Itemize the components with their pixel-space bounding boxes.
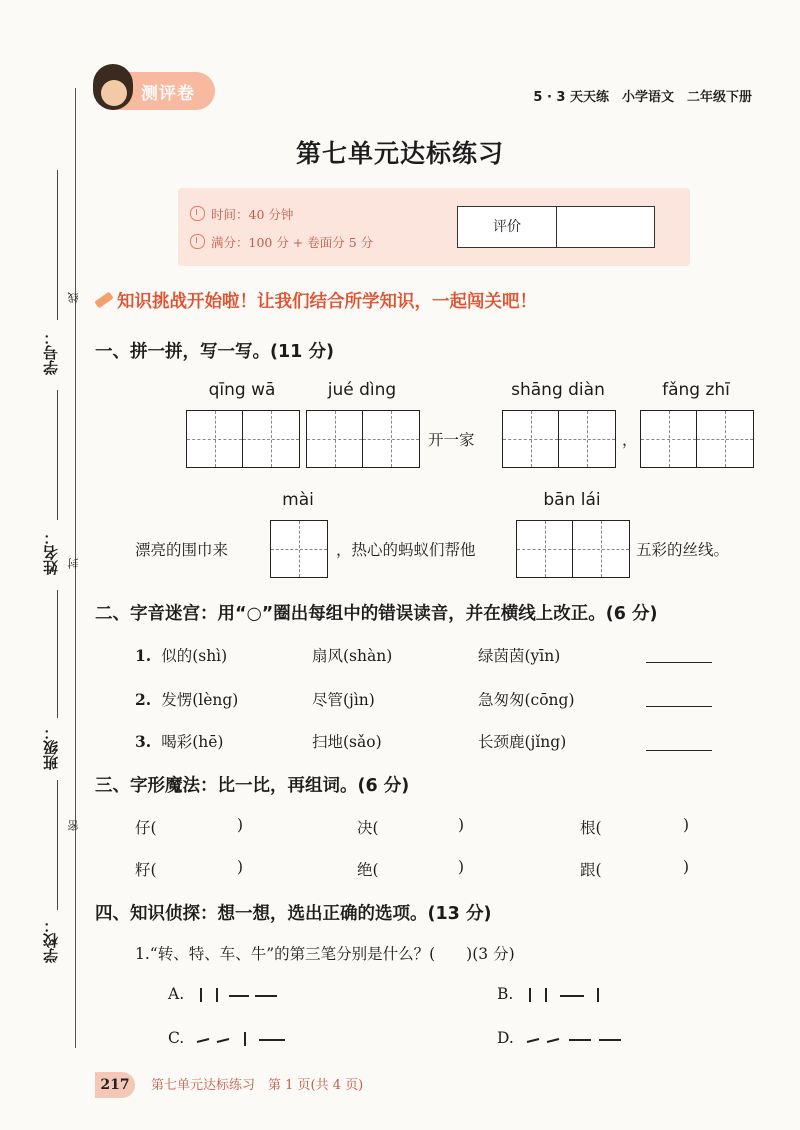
number-blank-line <box>57 170 58 320</box>
answer-line[interactable] <box>646 662 712 663</box>
reading-item[interactable]: 扇风(shàn) <box>312 647 393 665</box>
score-text: 满分：100 分 + 卷面分 5 分 <box>211 235 374 250</box>
char-gen: 根( <box>580 819 602 837</box>
pencil-icon <box>94 292 113 309</box>
exam-info-box <box>178 188 690 266</box>
option-c[interactable] <box>168 1029 291 1047</box>
page-footer <box>95 1072 363 1098</box>
stroke-sequence-icon <box>525 1031 625 1047</box>
option-label: A. <box>168 985 185 1003</box>
row-number: 3. <box>135 732 152 751</box>
answer-line[interactable] <box>646 750 712 751</box>
side-label-number: 学号： <box>42 330 60 375</box>
reading-item[interactable]: 喝彩(hē) <box>161 733 224 751</box>
row-2 <box>135 688 238 710</box>
text-piaoliang: 漂亮的围巾来 <box>135 541 229 559</box>
pinyin-banlai: bān lái <box>543 490 601 510</box>
stroke-sequence-icon <box>524 987 614 1003</box>
reading-item[interactable]: 发愣(lèng) <box>161 691 239 709</box>
intro-text: 知识挑战开始啦！让我们结合所学知识，一起闯关吧！ <box>117 292 537 312</box>
paren-close: ) <box>683 858 690 876</box>
footer-text: 第七单元达标练习 第 1 页(共 4 页) <box>151 1078 364 1093</box>
clock-icon <box>190 206 205 221</box>
row-number: 1. <box>135 646 152 665</box>
row-3 <box>135 730 223 752</box>
reading-item[interactable]: 扫地(sǎo) <box>312 733 382 751</box>
pinyin-fangzhi: fǎng zhī <box>662 380 730 400</box>
side-label-class: 班级： <box>42 725 60 770</box>
side-label-name: 姓名： <box>42 530 60 575</box>
char-jue: 决( <box>357 819 379 837</box>
option-label: B. <box>497 985 514 1003</box>
side-mark-feng: 封 <box>67 558 80 569</box>
page-title: 第七单元达标练习 <box>295 139 504 168</box>
section-3-heading: 三、字形魔法：比一比，再组词。(6 分) <box>95 776 410 796</box>
series-title: 5 · 3 天天练 小学语文 二年级下册 <box>533 90 752 105</box>
writing-grid-shangdian[interactable] <box>502 410 616 468</box>
text-wucai: 五彩的丝线。 <box>636 541 730 559</box>
char-zi: 籽( <box>135 861 157 879</box>
option-d[interactable] <box>497 1029 625 1047</box>
option-label: D. <box>497 1029 514 1047</box>
paren-close: ) <box>683 816 690 834</box>
score-row <box>190 233 373 251</box>
writing-grid-jueding[interactable] <box>306 410 420 468</box>
writing-grid-mai[interactable] <box>270 520 328 578</box>
stroke-sequence-icon <box>195 1031 291 1047</box>
text-comma: ， <box>622 431 638 449</box>
stroke-sequence-icon <box>195 987 285 1003</box>
time-row <box>190 205 293 223</box>
paren-close: ) <box>458 816 465 834</box>
side-label-school: 学校： <box>42 918 60 963</box>
option-label: C. <box>168 1029 185 1047</box>
school-blank-line <box>57 780 58 910</box>
writing-grid-fangzhi[interactable] <box>640 410 754 468</box>
time-text: 时间：40 分钟 <box>211 207 294 222</box>
pinyin-qingwa: qīng wā <box>208 380 276 400</box>
test-badge <box>95 72 215 110</box>
page-number: 217 <box>95 1072 135 1098</box>
name-blank-line <box>57 390 58 520</box>
writing-grid-banlai[interactable] <box>516 520 630 578</box>
badge-label: 测评卷 <box>141 84 195 104</box>
side-mark-mi: 密 <box>67 820 80 831</box>
class-blank-line <box>57 590 58 718</box>
row-1 <box>135 644 227 666</box>
paren-close: ) <box>237 858 244 876</box>
evaluation-label: 评价 <box>458 207 557 247</box>
option-b[interactable] <box>497 985 614 1003</box>
pinyin-mai: mài <box>282 490 314 510</box>
pinyin-jueding: jué dìng <box>327 380 397 400</box>
intro-banner <box>95 288 537 313</box>
answer-line[interactable] <box>646 706 712 707</box>
pinyin-shangdian: shāng diàn <box>511 380 605 400</box>
section-1-heading: 一、拼一拼，写一写。(11 分) <box>95 342 334 362</box>
row-number: 2. <box>135 690 152 709</box>
reading-item[interactable]: 绿茵茵(yīn) <box>478 647 561 665</box>
char-gen2: 跟( <box>580 861 602 879</box>
text-kaiyijia: 开一家 <box>428 431 475 449</box>
paren-close: ) <box>458 858 465 876</box>
evaluation-box <box>457 206 655 248</box>
reading-item[interactable]: 急匆匆(cōng) <box>478 691 575 709</box>
reading-item[interactable]: 尽管(jìn) <box>312 691 375 709</box>
char-jue2: 绝( <box>357 861 379 879</box>
reading-item[interactable]: 长颈鹿(jǐng) <box>478 733 567 751</box>
section-4-heading: 四、知识侦探：想一想，选出正确的选项。(13 分) <box>95 904 492 924</box>
option-a[interactable] <box>168 985 285 1003</box>
student-avatar-icon <box>93 64 133 110</box>
side-mark-xian: 线 <box>67 292 80 303</box>
reading-item[interactable]: 似的(shì) <box>161 647 228 665</box>
paren-close: ) <box>237 816 244 834</box>
text-rexin: ，热心的蚂蚁们帮他 <box>336 541 476 559</box>
check-icon <box>190 234 205 249</box>
writing-grid-qingwa[interactable] <box>186 410 300 468</box>
char-zai: 仔( <box>135 819 157 837</box>
question-1: 1.“转、特、车、牛”的第三笔分别是什么？( )(3 分) <box>135 945 515 963</box>
section-2-heading: 二、字音迷宫：用“○”圈出每组中的错误读音，并在横线上改正。(6 分) <box>95 604 658 624</box>
